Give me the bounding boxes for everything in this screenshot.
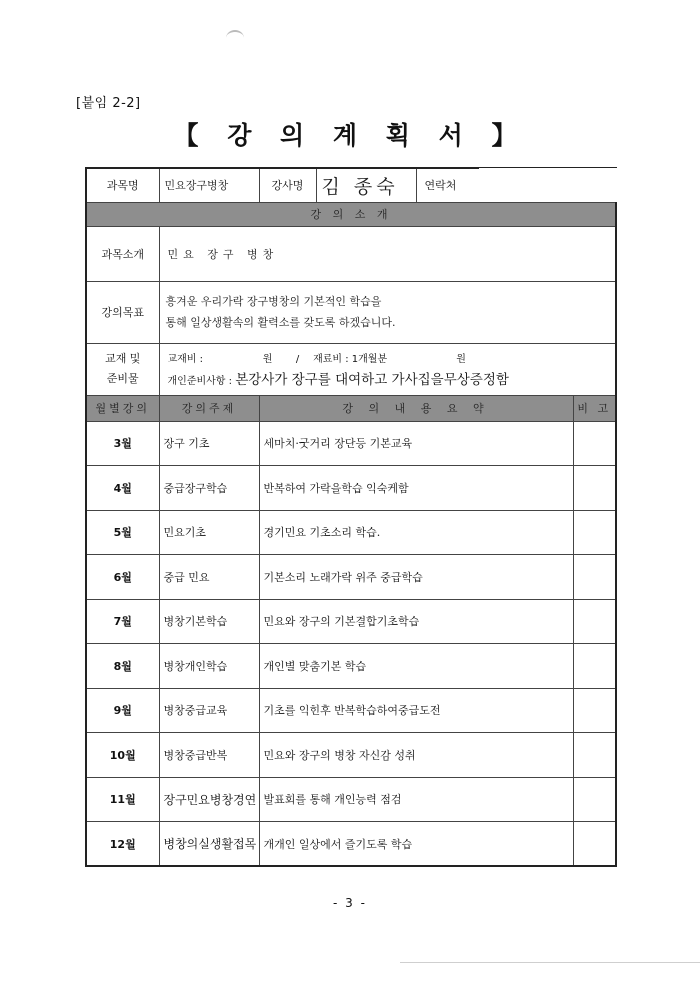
punch-hole-mark — [226, 30, 244, 46]
course-goal-label: 강의목표 — [86, 281, 159, 343]
schedule-content: 기초를 익힌후 반복학습하여중급도전 — [259, 688, 573, 733]
schedule-content: 세마치·굿거리 장단등 기본교육 — [259, 421, 573, 466]
schedule-note — [573, 510, 616, 555]
schedule-content: 기본소리 노래가락 위주 중급학습 — [259, 555, 573, 600]
page-number: - 3 - — [333, 896, 367, 910]
schedule-header-content: 강 의 내 용 요 약 — [259, 395, 573, 421]
materials-label — [86, 343, 159, 395]
schedule-topic: 병창의실생활접목 — [159, 822, 259, 867]
schedule-note — [573, 555, 616, 600]
schedule-topic: 병창중급교육 — [159, 688, 259, 733]
schedule-topic: 장구 기초 — [159, 421, 259, 466]
schedule-note — [573, 599, 616, 644]
schedule-month: 12월 — [86, 822, 159, 867]
schedule-row — [86, 777, 616, 822]
schedule-topic: 중급장구학습 — [159, 466, 259, 511]
schedule-row — [86, 733, 616, 778]
schedule-header-topic: 강의주제 — [159, 395, 259, 421]
schedule-content: 민요와 장구의 기본결합기초학습 — [259, 599, 573, 644]
schedule-topic: 민요기초 — [159, 510, 259, 555]
schedule-content: 개인별 맞춤기본 학습 — [259, 644, 573, 689]
material-fee-won: 원 — [456, 354, 466, 365]
contact-redaction — [479, 168, 629, 202]
schedule-row — [86, 644, 616, 689]
materials-value — [159, 343, 616, 395]
contact-label: 연락처 — [416, 168, 516, 202]
schedule-header-row — [86, 395, 616, 421]
schedule-row — [86, 421, 616, 466]
personal-prep-value: 본강사가 장구를 대여하고 가사집을무상증정함 — [235, 372, 509, 388]
course-goal-line-1: 흥겨운 우리가락 장구병창의 기본적인 학습을 — [165, 295, 382, 308]
personal-prep-label: 개인준비사항 : — [167, 376, 233, 387]
schedule-content: 경기민요 기초소리 학습. — [259, 510, 573, 555]
course-intro-value: 민요 장구 병창 — [159, 226, 616, 281]
textbook-fee-won: 원 — [262, 354, 273, 365]
schedule-month: 7월 — [86, 599, 159, 644]
schedule-topic: 병창기본학습 — [159, 599, 259, 644]
schedule-month: 5월 — [86, 510, 159, 555]
instructor-label: 강사명 — [259, 168, 316, 202]
schedule-content: 반복하여 가락을학습 익숙케함 — [259, 466, 573, 511]
attachment-label: [붙임 2-2] — [76, 96, 141, 111]
schedule-row — [86, 510, 616, 555]
schedule-month: 3월 — [86, 421, 159, 466]
materials-label-line-1: 교재 및 — [105, 352, 141, 365]
schedule-note — [573, 644, 616, 689]
materials-fees — [160, 350, 616, 365]
instructor-value: 김 종숙 — [316, 168, 416, 202]
bottom-edge-line — [400, 962, 700, 963]
course-intro-row — [86, 226, 616, 281]
schedule-note — [573, 421, 616, 466]
schedule-content: 개개인 일상에서 즐기도록 학습 — [259, 822, 573, 867]
textbook-fee-label: 교재비 : — [167, 354, 204, 365]
schedule-topic: 병창중급반복 — [159, 733, 259, 778]
schedule-month: 6월 — [86, 555, 159, 600]
intro-band: 강 의 소 개 — [86, 202, 616, 226]
schedule-month: 9월 — [86, 688, 159, 733]
schedule-row — [86, 688, 616, 733]
schedule-month: 8월 — [86, 644, 159, 689]
schedule-header-month: 월별강의 — [86, 395, 159, 421]
materials-label-line-2: 준비물 — [106, 372, 139, 385]
schedule-header-note: 비 고 — [573, 395, 616, 421]
schedule-row — [86, 822, 616, 867]
schedule-month: 4월 — [86, 466, 159, 511]
materials-row — [86, 343, 616, 395]
schedule-topic: 중급 민요 — [159, 555, 259, 600]
lecture-plan-table — [85, 167, 617, 867]
schedule-row — [86, 555, 616, 600]
course-name-label: 과목명 — [86, 168, 159, 202]
schedule-content: 민요와 장구의 병창 자신감 성취 — [259, 733, 573, 778]
schedule-row — [86, 466, 616, 511]
material-fee-label: 재료비 : 1개월분 — [313, 354, 388, 365]
course-name-value: 민요장구병창 — [159, 168, 259, 202]
schedule-month: 11월 — [86, 777, 159, 822]
personal-prep — [160, 368, 616, 388]
schedule-note — [573, 733, 616, 778]
schedule-month: 10월 — [86, 733, 159, 778]
schedule-topic: 병창개인학습 — [159, 644, 259, 689]
course-goal-value — [159, 281, 616, 343]
course-goal-line-2: 통해 일상생활속의 활력소를 갖도록 하겠습니다. — [165, 316, 396, 329]
schedule-topic: 장구민요병창경연 — [159, 777, 259, 822]
schedule-note — [573, 466, 616, 511]
schedule-note — [573, 688, 616, 733]
schedule-note — [573, 777, 616, 822]
schedule-row — [86, 599, 616, 644]
course-intro-label: 과목소개 — [86, 226, 159, 281]
intro-band-row — [86, 202, 616, 226]
fee-separator: / — [295, 354, 300, 365]
document-title: 【 강 의 계 획 서 】 — [173, 121, 527, 150]
schedule-content: 발표회를 통해 개인능력 점검 — [259, 777, 573, 822]
course-goal-row — [86, 281, 616, 343]
schedule-note — [573, 822, 616, 867]
